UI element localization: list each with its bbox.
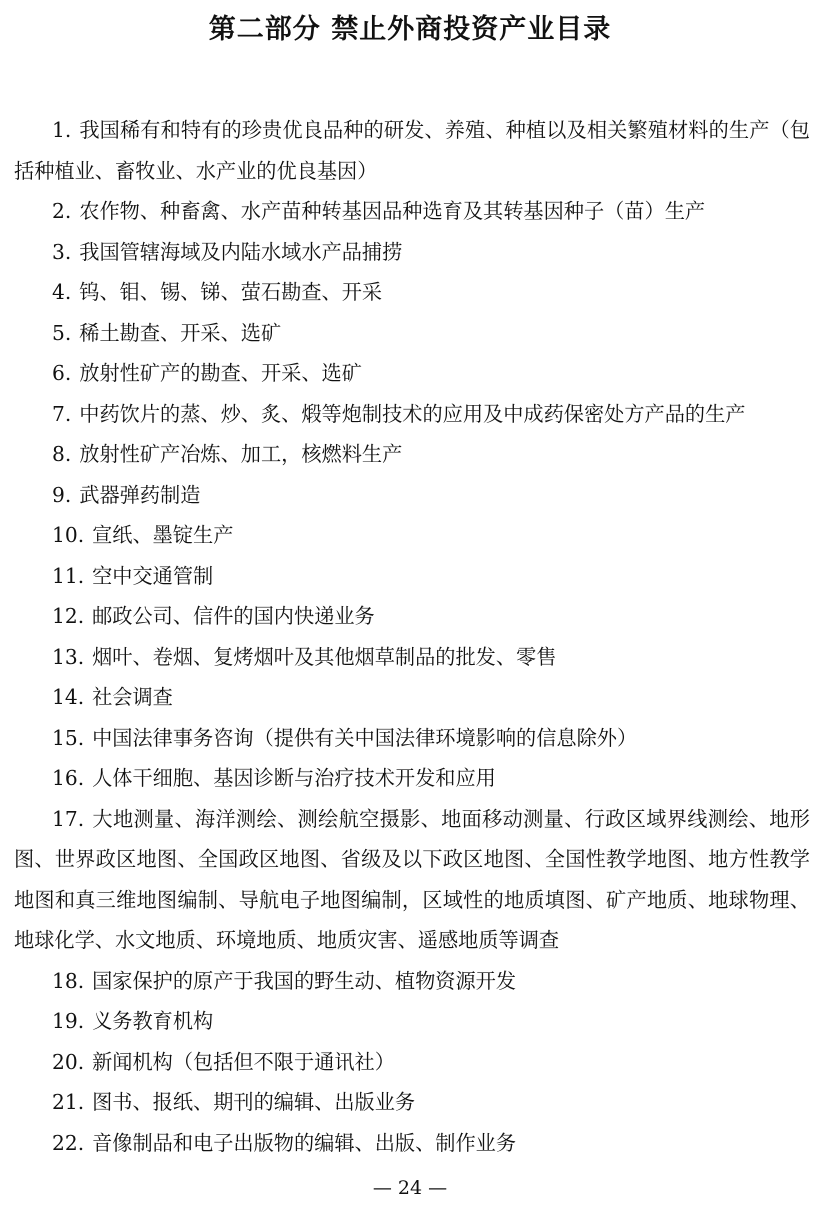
list-item-text: 国家保护的原产于我国的野生动、植物资源开发 [92, 968, 517, 993]
list-item-text: 我国管辖海域及内陆水域水产品捕捞 [79, 239, 403, 264]
list-item-text: 大地测量、海洋测绘、测绘航空摄影、地面移动测量、行政区域界线测绘、地形图、世界政区地图、全国政区地图、省级及以下政区地图、全国性教学地图、地方性教学地图和真三维地图编制、导航电子地图编制，区域性的地质填图、矿产地质、地球物理、地球化学、水文地质、环境地质、地质灾害、遥感地质等调查 [14, 806, 810, 952]
list-item [14, 110, 810, 191]
list-item-number: 16. [52, 766, 85, 790]
list-item [14, 1123, 810, 1164]
list-item-number: 6. [52, 361, 72, 385]
list-item [14, 191, 810, 232]
list-item [14, 1001, 810, 1042]
prohibited-industry-list [14, 110, 810, 1163]
list-item [14, 475, 810, 516]
list-item [14, 637, 810, 678]
list-item-number: 13. [52, 644, 85, 669]
list-item [14, 434, 810, 475]
list-item-text: 放射性矿产冶炼、加工，核燃料生产 [79, 442, 403, 466]
list-item [14, 758, 810, 799]
list-item-text: 中药饮片的蒸、炒、炙、煅等炮制技术的应用及中成药保密处方产品的生产 [79, 401, 746, 426]
list-item-number: 20. [52, 1049, 85, 1074]
list-item [14, 394, 810, 435]
list-item-number: 1. [52, 118, 72, 142]
list-item-text: 图书、报纸、期刊的编辑、出版业务 [92, 1090, 416, 1114]
list-item-text: 中国法律事务咨询（提供有关中国法律环境影响的信息除外） [92, 725, 638, 750]
list-item-text: 稀土勘查、开采、选矿 [79, 320, 282, 345]
list-item-number: 12. [52, 604, 85, 628]
list-item [14, 313, 810, 354]
list-item-text: 放射性矿产的勘查、开采、选矿 [79, 361, 362, 385]
list-item-text: 音像制品和电子出版物的编辑、出版、制作业务 [92, 1130, 517, 1155]
list-item-text: 新闻机构（包括但不限于通讯社） [92, 1049, 395, 1074]
list-item-text: 武器弹药制造 [79, 482, 201, 507]
list-item-text: 农作物、种畜禽、水产苗种转基因品种选育及其转基因种子（苗）生产 [79, 199, 706, 223]
list-item-text: 我国稀有和特有的珍贵优良品种的研发、养殖、种植以及相关繁殖材料的生产（包括种植业、畜牧业、水产业的优良基因） [14, 118, 810, 183]
list-item-number: 8. [52, 442, 72, 466]
list-item-number: 2. [52, 199, 72, 223]
list-item-number: 22. [52, 1130, 85, 1155]
list-item-number: 10. [52, 523, 85, 547]
list-item-text: 空中交通管制 [92, 563, 214, 588]
list-item-number: 4. [52, 280, 72, 304]
list-item [14, 556, 810, 597]
list-item-number: 11. [52, 563, 85, 588]
list-item-text: 社会调查 [92, 685, 173, 709]
list-item [14, 799, 810, 961]
list-item-number: 5. [52, 320, 72, 345]
list-item [14, 515, 810, 556]
list-item-number: 21. [52, 1090, 85, 1114]
list-item-text: 义务教育机构 [92, 1009, 214, 1033]
page-title: 第二部分 禁止外商投资产业目录 [208, 14, 612, 45]
list-item-text: 宣纸、墨锭生产 [92, 523, 234, 547]
list-item [14, 1082, 810, 1123]
list-item-text: 邮政公司、信件的国内快递业务 [92, 604, 375, 628]
list-item-number: 7. [52, 401, 72, 426]
list-item [14, 596, 810, 637]
list-item-number: 9. [52, 482, 72, 507]
list-item-number: 15. [52, 725, 85, 750]
list-item [14, 353, 810, 394]
list-item-number: 3. [52, 239, 72, 264]
list-item [14, 718, 810, 759]
page-number: — 24 — [372, 1177, 448, 1199]
list-item-number: 18. [52, 968, 85, 993]
list-item-number: 14. [52, 685, 85, 709]
list-item-text: 钨、钼、锡、锑、萤石勘查、开采 [79, 280, 383, 304]
list-item [14, 232, 810, 273]
list-item [14, 1042, 810, 1083]
list-item-text: 烟叶、卷烟、复烤烟叶及其他烟草制品的批发、零售 [92, 644, 557, 669]
list-item [14, 961, 810, 1002]
list-item-number: 17. [52, 806, 85, 831]
list-item [14, 272, 810, 313]
list-item-number: 19. [52, 1009, 85, 1033]
list-item-text: 人体干细胞、基因诊断与治疗技术开发和应用 [92, 766, 496, 790]
list-item [14, 677, 810, 718]
